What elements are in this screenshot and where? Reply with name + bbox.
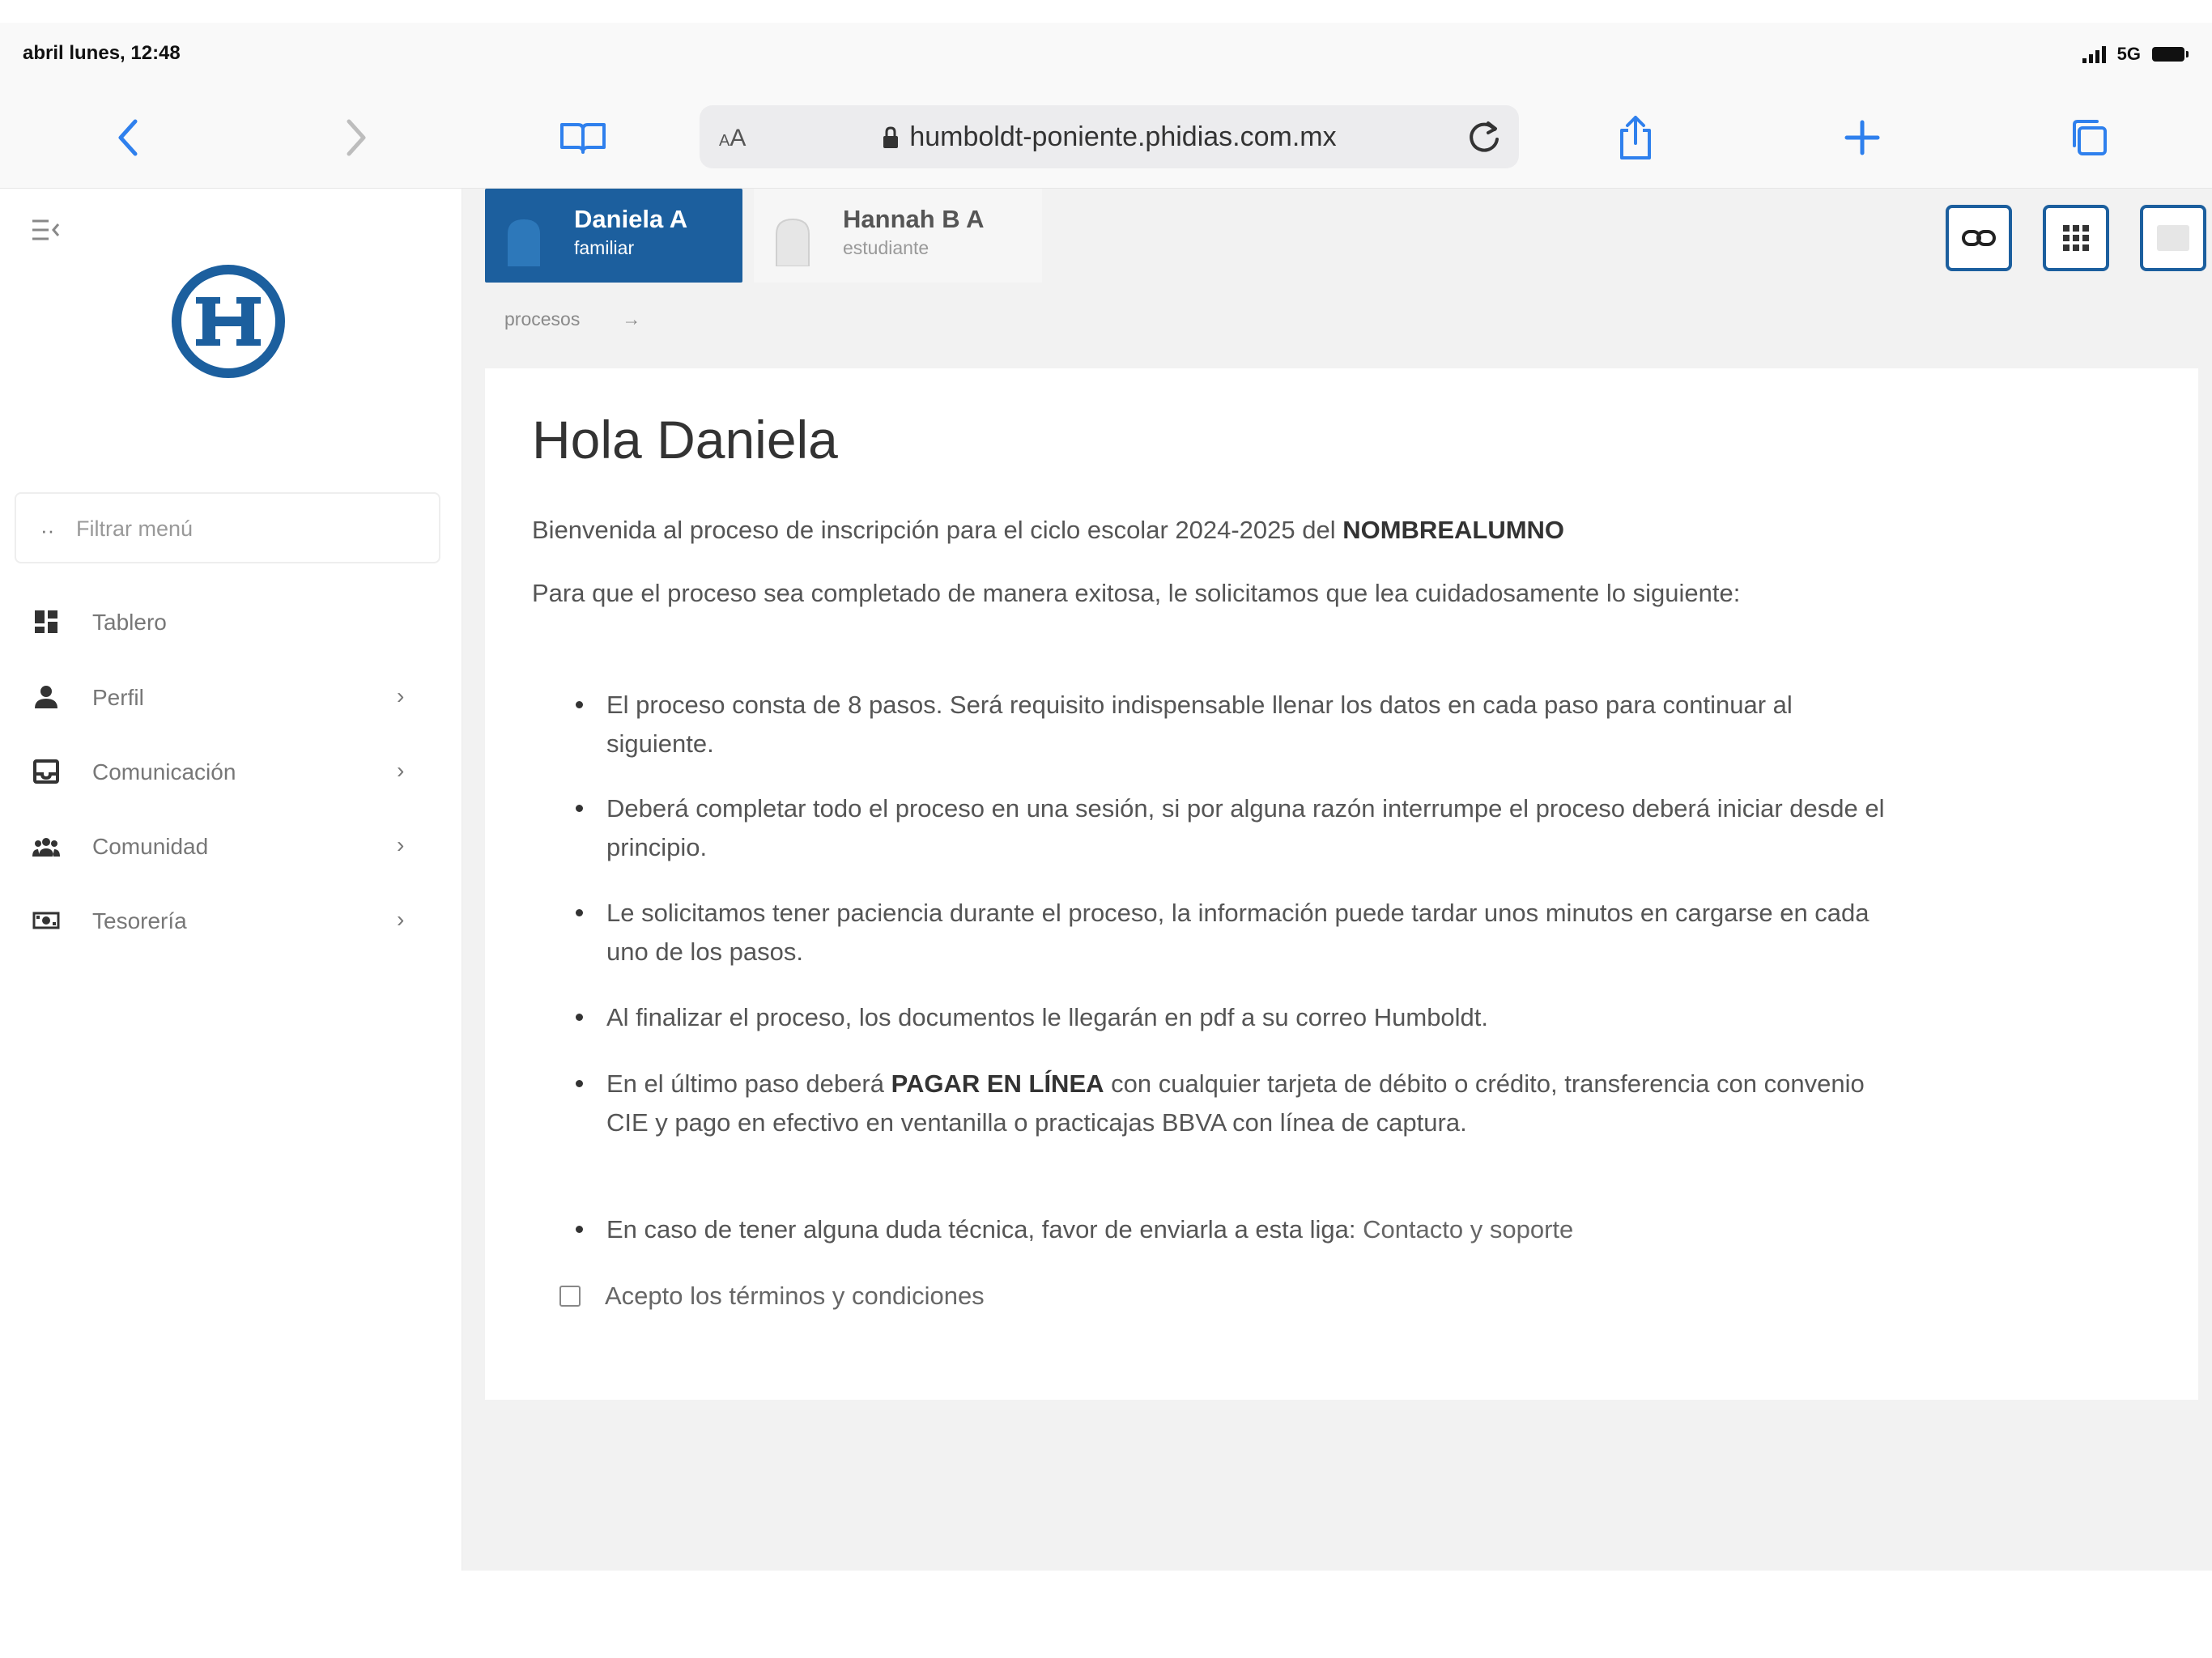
status-indicators [2082, 44, 2184, 65]
pay-online-text: PAGAR EN LÍNEA [891, 1069, 1104, 1098]
terms-row[interactable] [559, 1282, 985, 1311]
apps-grid-icon [2061, 223, 2091, 253]
menu-collapse-icon[interactable] [31, 218, 63, 242]
list-item-text: En caso de tener alguna duda técnica, favor de enviarla a esta liga: [606, 1215, 1363, 1244]
inbox-icon [32, 758, 60, 785]
breadcrumb [504, 308, 640, 330]
share-icon [1615, 114, 1656, 161]
sidebar-item-tablero[interactable] [0, 590, 462, 655]
reader-button[interactable]: AA [719, 125, 747, 151]
link-button[interactable] [1946, 205, 2012, 271]
profile-tab-daniela[interactable] [485, 189, 742, 283]
share-button[interactable] [1610, 112, 1661, 164]
sidebar-item-label: Perfil [92, 685, 144, 710]
filter-input[interactable] [74, 510, 418, 547]
sidebar-item-perfil[interactable] [0, 665, 462, 730]
book-icon [559, 120, 607, 155]
chevron-right-icon: › [397, 907, 405, 932]
status-bar [0, 23, 2212, 87]
intro-text: Bienvenida al proceso de inscripción para el ciclo escolar 2024-2025 del [532, 516, 1343, 544]
menu-filter[interactable] [15, 492, 440, 563]
status-time: abril lunes, 12:48 [23, 42, 181, 64]
network-label: 5G [2116, 44, 2141, 64]
apps-button[interactable] [2043, 205, 2109, 271]
chevron-right-icon: › [397, 683, 405, 708]
new-tab-button[interactable] [1836, 112, 1888, 164]
list-item-text: con cualquier tarjeta de débito o crédito, transferencia con convenio CIE y pago en efectivo en ventanilla o practicajas BBVA con línea de captura. [606, 1069, 1865, 1137]
instruction-paragraph: Para que el proceso sea completado de manera exitosa, le solicitamos que lea cuidadosamente lo siguiente: [532, 579, 1741, 607]
bookmarks-button[interactable] [557, 112, 609, 164]
lock-icon [882, 125, 900, 150]
forward-button[interactable] [330, 112, 382, 164]
sidebar-item-label: Comunidad [92, 834, 209, 859]
browser-toolbar [0, 87, 2212, 189]
list-item [606, 1065, 1886, 1142]
content-card [485, 368, 2198, 1400]
chevron-right-icon [344, 118, 368, 157]
battery-icon [2152, 47, 2184, 62]
sidebar-item-comunidad[interactable] [0, 814, 462, 879]
profile-tab-hannah[interactable] [754, 189, 1042, 283]
user-avatar-button[interactable] [2140, 205, 2206, 271]
profile-role: estudiante [843, 237, 929, 258]
breadcrumb-arrow-icon: → [622, 308, 641, 329]
reload-icon[interactable] [1465, 118, 1503, 155]
address-bar[interactable] [700, 105, 1519, 168]
school-logo [170, 263, 287, 380]
page-title: Hola Daniela [532, 410, 838, 470]
avatar-icon [504, 216, 543, 266]
dashboard-icon [32, 608, 60, 636]
group-icon [32, 832, 60, 860]
profile-name: Hannah B A [843, 205, 985, 233]
support-link[interactable]: Contacto y soporte [1363, 1215, 1574, 1244]
list-item: Al finalizar el proceso, los documentos le llegarán en pdf a su correo Humboldt. [606, 998, 1886, 1037]
filter-dash-icon: ·· [40, 518, 55, 542]
chevron-right-icon: › [397, 832, 405, 857]
back-button[interactable] [102, 112, 154, 164]
person-icon [32, 683, 60, 711]
terms-label[interactable]: Acepto los términos y condiciones [605, 1282, 985, 1310]
sidebar-item-comunicacion[interactable] [0, 740, 462, 805]
list-item [606, 1210, 1886, 1249]
profile-name: Daniela A [574, 205, 688, 233]
main-content [462, 189, 2212, 1571]
profile-role: familiar [574, 237, 635, 258]
student-name: NOMBREALUMNO [1342, 516, 1565, 544]
url-display[interactable] [700, 121, 1519, 153]
sidebar-item-label: Comunicación [92, 759, 236, 784]
url-text: humboldt-poniente.phidias.com.mx [909, 121, 1337, 152]
list-item: El proceso consta de 8 pasos. Será requisito indispensable llenar los datos en cada paso para continuar al siguiente. [606, 686, 1886, 763]
intro-paragraph [532, 510, 1844, 551]
tabs-overview-button[interactable] [2063, 112, 2115, 164]
sidebar-item-tesoreria[interactable] [0, 889, 462, 954]
list-item: Le solicitamos tener paciencia durante el proceso, la información puede tardar unos minutos en cargarse en cada uno de los pasos. [606, 894, 1886, 971]
sidebar-item-label: Tablero [92, 610, 167, 635]
chevron-left-icon [116, 118, 140, 157]
tabs-icon [2068, 117, 2110, 159]
breadcrumb-item[interactable]: procesos [504, 308, 581, 329]
avatar-icon [773, 216, 812, 266]
sidebar [0, 189, 462, 1571]
signal-icon [2082, 45, 2106, 63]
sidebar-item-label: Tesorería [92, 908, 187, 933]
terms-checkbox[interactable] [559, 1286, 581, 1307]
avatar-icon [2154, 222, 2193, 254]
list-item-text: En el último paso deberá [606, 1069, 891, 1098]
plus-icon [1844, 119, 1881, 156]
list-item: Deberá completar todo el proceso en una sesión, si por alguna razón interrumpe el proceso deberá iniciar desde el principio. [606, 789, 1886, 867]
chevron-right-icon: › [397, 758, 405, 783]
money-icon [32, 907, 60, 934]
link-icon [1961, 228, 1997, 248]
